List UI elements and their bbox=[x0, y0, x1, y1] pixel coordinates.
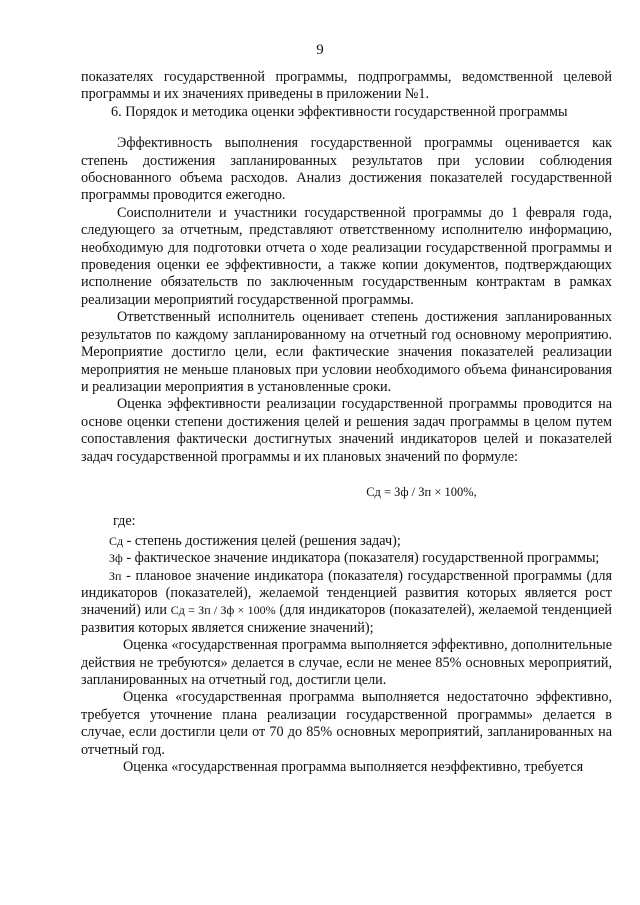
formula: Сд = Зф / Зп × 100%, bbox=[366, 484, 477, 499]
section-heading: 6. Порядок и методика оценки эффективности государственной программы bbox=[111, 103, 568, 120]
definition-zp bbox=[81, 568, 612, 638]
page-number: 9 bbox=[316, 42, 324, 58]
definition-cd bbox=[81, 533, 612, 550]
paragraph-effective: Оценка «государственная программа выполняется эффективно, дополнительные действия не требуются» делается в случае, если не менее 85% основных мероприятий, запланированных на отчетный год, достигли цели. bbox=[81, 637, 612, 688]
symbol-zp: Зп bbox=[109, 568, 122, 583]
formula-inline: Сд = Зп / Зф × 100% bbox=[170, 603, 276, 618]
paragraph-assessment: Оценка эффективности реализации государственной программы проводится на основе оценки степени достижения целей и решения задач программы в целом путем сопоставления фактически достигнутых значений индикаторов целей и показателей задач государственной программы и их плановых значений по формуле: bbox=[81, 396, 612, 465]
paragraph-efficiency: Эффективность выполнения государственной программы оценивается как степень достижения запланированных результатов при условии соблюдения обоснованного объема расходов. Анализ достижения показателей государственной программы проводится ежегодно. bbox=[81, 135, 612, 204]
paragraph-intro: показателях государственной программы, подпрограммы, ведомственной целевой программы и их значениях приведены в приложении №1. bbox=[81, 69, 612, 103]
definition-zf-text: - фактическое значение индикатора (показателя) государственной программы; bbox=[122, 550, 600, 567]
symbol-cd: Сд bbox=[109, 533, 124, 548]
definition-zp-text-b: (для индикаторов (показателей), желаемой тенденцией развития которых является снижение значений); bbox=[81, 602, 613, 636]
definition-cd-text: - степень достижения целей (решения задач); bbox=[123, 532, 401, 549]
symbol-zf: Зф bbox=[109, 551, 123, 566]
paragraph-coexecutors: Соисполнители и участники государственной программы до 1 февраля года, следующего за отчетным, представляют ответственному исполнителю информацию, необходимую для подготовки отчета о ходе реализации государственной программы и проведения оценки ее эффективности, а также копии документов, подтверждающих исполнение обязательств по заключенным государственным контрактам в рамках реализации мероприятий государственной программы. bbox=[81, 204, 612, 308]
definition-zf bbox=[81, 550, 612, 567]
paragraph-responsible: Ответственный исполнитель оценивает степень достижения запланированных результатов по каждому запланированному на отчетный год основному мероприятию. Мероприятие достигло цели, если фактические значения показателей реализации мероприятия не меньше плановых при условии необходимого объема финансирования и реализации мероприятия в установленные сроки. bbox=[81, 309, 612, 395]
page-content bbox=[81, 69, 612, 776]
definition-zp-text-a: - плановое значение индикатора (показателя) государственной программы (для индикаторов (показателей), желаемой тенденцией развития которых является рост значений) или bbox=[81, 567, 612, 619]
paragraph-ineffective: Оценка «государственная программа выполняется неэффективно, требуется bbox=[123, 759, 584, 776]
paragraph-insufficient: Оценка «государственная программа выполняется недостаточно эффективно, требуется уточнение плана реализации государственной программы» делается в случае, если достигли цели от 70 до 85% основных мероприятий, запланированных на отчетный год. bbox=[81, 689, 612, 758]
where-label: где: bbox=[113, 513, 136, 530]
